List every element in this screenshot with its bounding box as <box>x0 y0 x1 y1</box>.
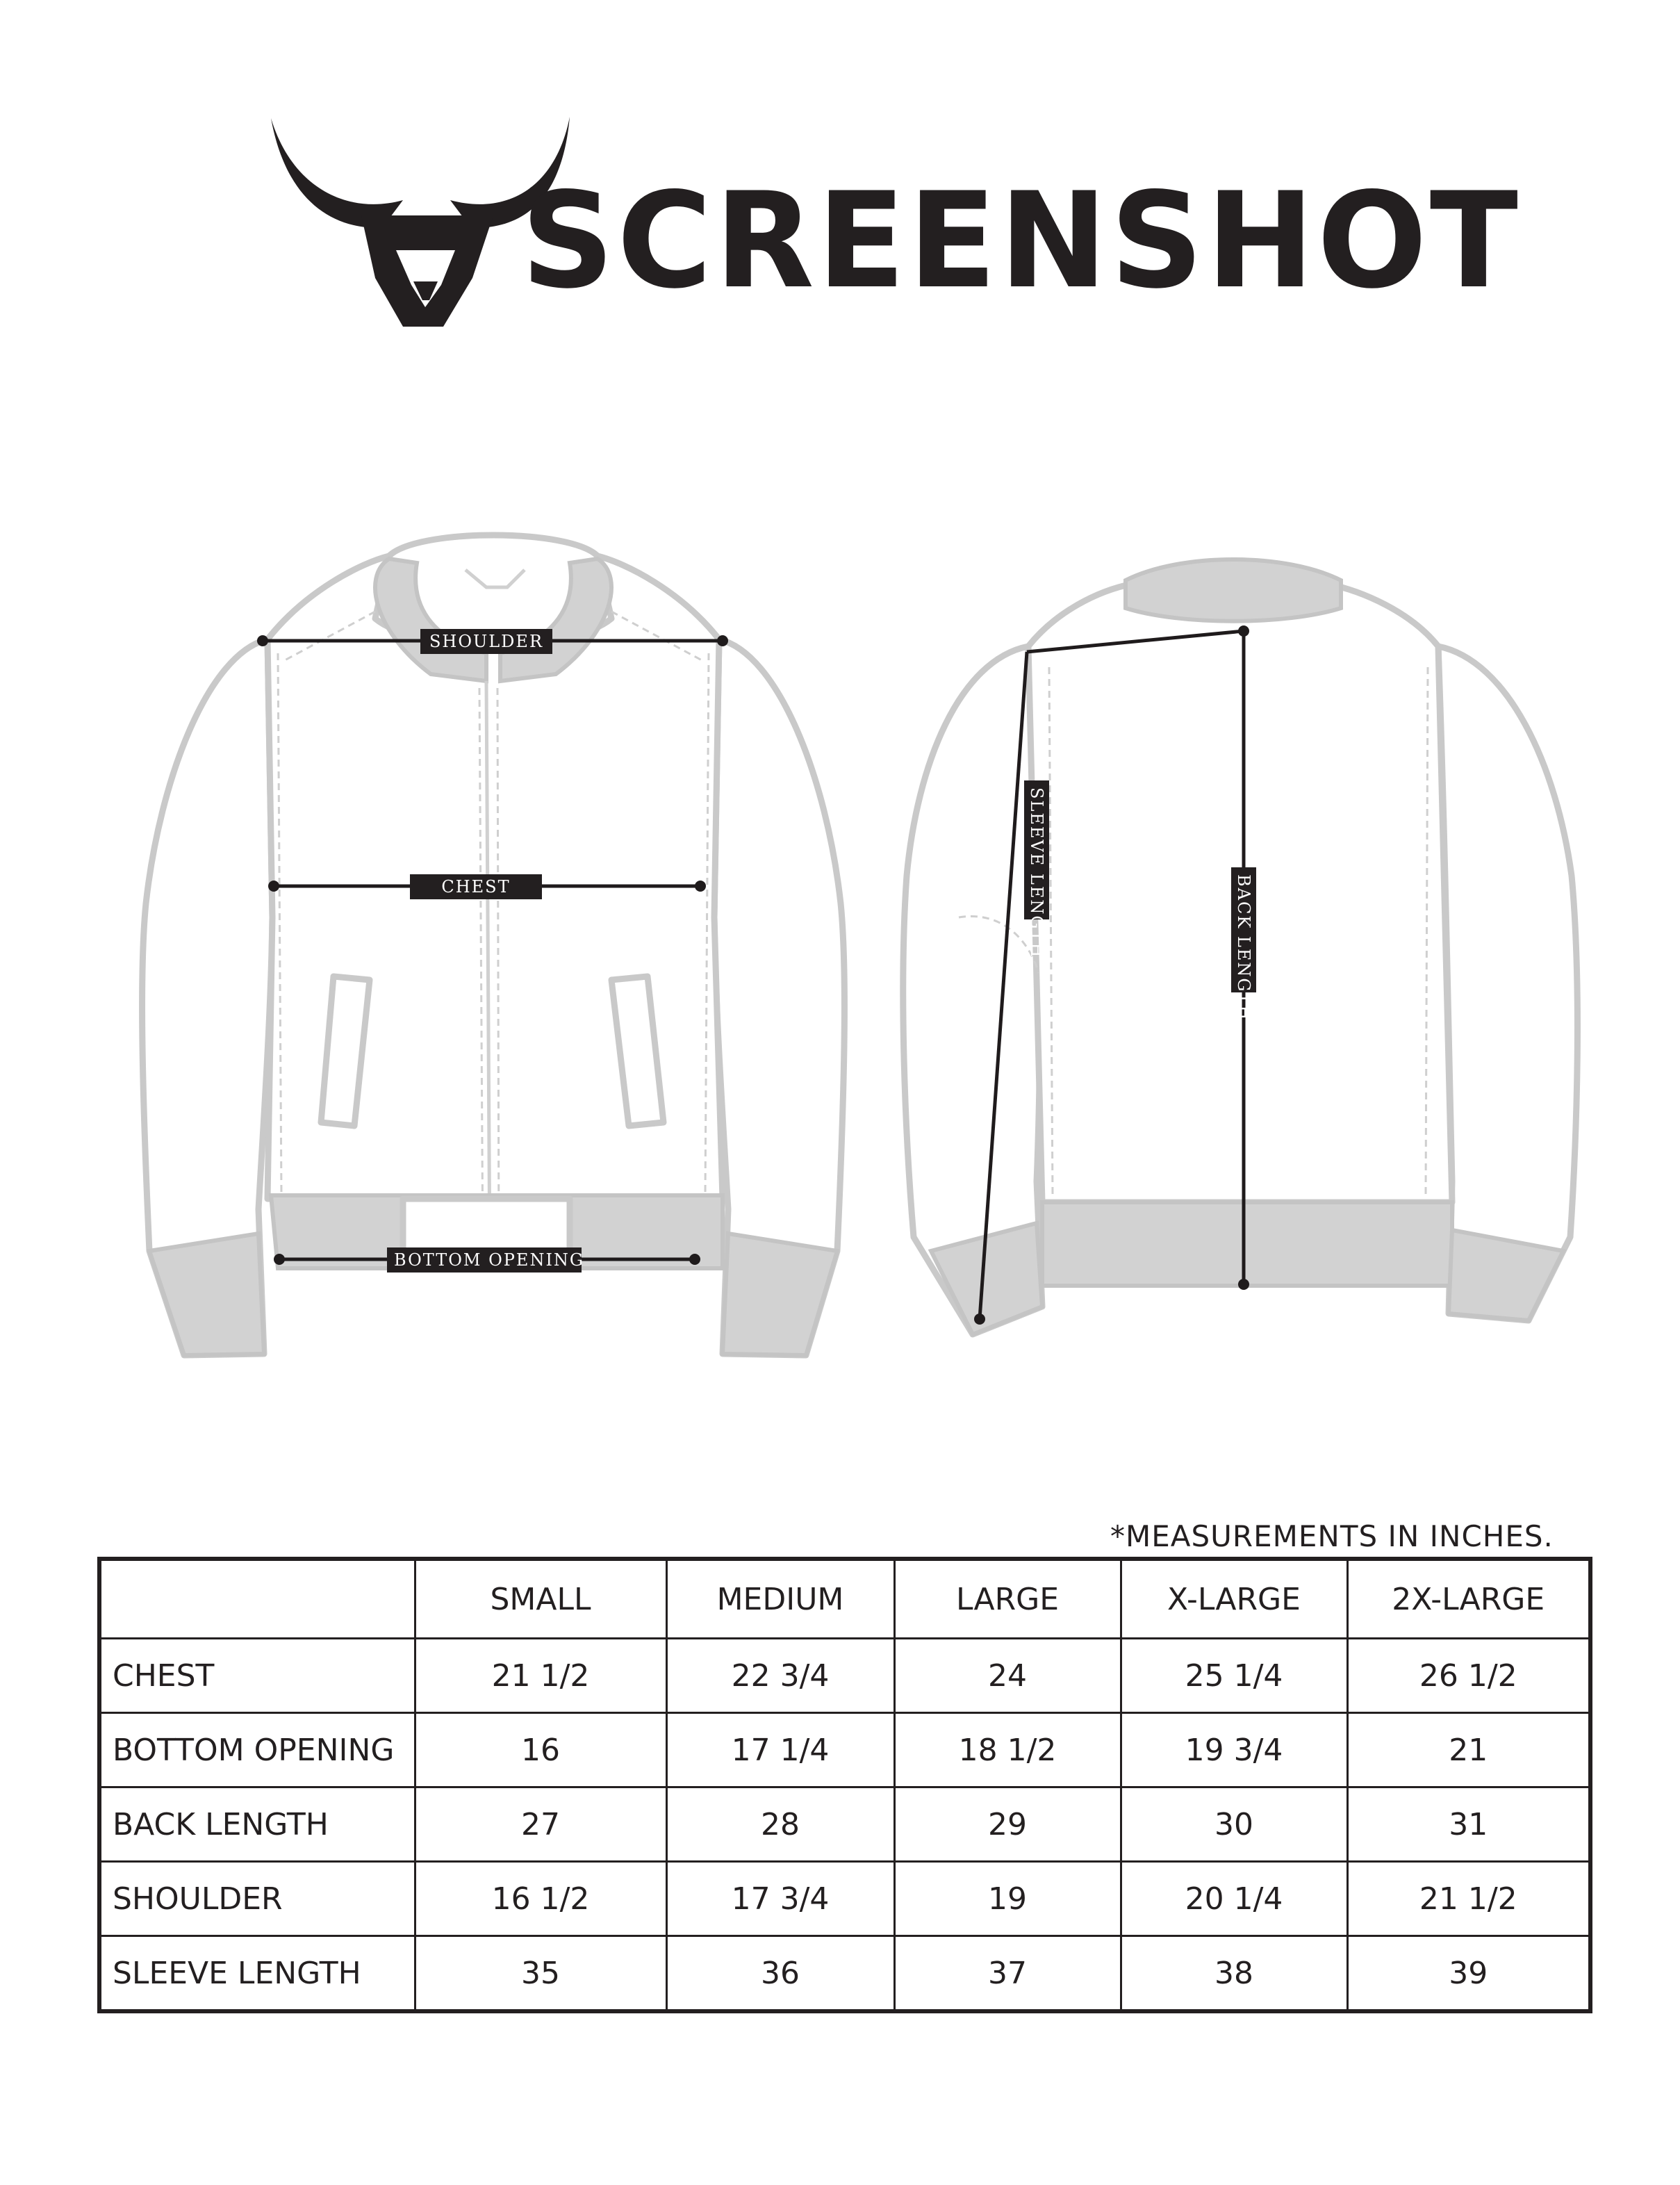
table-cell: 16 1/2 <box>415 1862 666 1936</box>
header-medium: MEDIUM <box>666 1559 894 1639</box>
bottom-opening-tag: BOTTOM OPENING <box>387 1247 582 1272</box>
sleeve-length-tag: SLEEVE LENGTH <box>1024 780 1049 919</box>
table-cell: 19 3/4 <box>1121 1713 1347 1787</box>
shoulder-tag: SHOULDER <box>420 629 552 654</box>
header-small: SMALL <box>415 1559 666 1639</box>
row-label: SHOULDER <box>99 1862 415 1936</box>
measurement-note: *MEASUREMENTS IN INCHES. <box>1110 1519 1554 1553</box>
table-cell: 21 1/2 <box>1347 1862 1590 1936</box>
table-row <box>99 1862 1590 1936</box>
row-label: SLEEVE LENGTH <box>99 1936 415 2012</box>
table-cell: 31 <box>1347 1787 1590 1862</box>
table-cell: 20 1/4 <box>1121 1862 1347 1936</box>
table-cell: 19 <box>894 1862 1121 1936</box>
table-cell: 21 1/2 <box>415 1639 666 1713</box>
row-label: BACK LENGTH <box>99 1787 415 1862</box>
header-corner <box>99 1559 415 1639</box>
table-cell: 37 <box>894 1936 1121 2012</box>
brand-wordmark: SCREENSHOT <box>521 164 1521 318</box>
jacket-drawings <box>0 486 1680 1362</box>
back-length-tag: BACK LENGTH <box>1231 867 1256 992</box>
size-header-row <box>99 1559 1590 1639</box>
header-x-large: X-LARGE <box>1121 1559 1347 1639</box>
table-cell: 16 <box>415 1713 666 1787</box>
table-cell: 36 <box>666 1936 894 2012</box>
table-cell: 28 <box>666 1787 894 1862</box>
table-cell: 21 <box>1347 1713 1590 1787</box>
chest-tag: CHEST <box>410 874 542 899</box>
table-row <box>99 1787 1590 1862</box>
table-cell: 38 <box>1121 1936 1347 2012</box>
table-row <box>99 1713 1590 1787</box>
table-cell: 17 1/4 <box>666 1713 894 1787</box>
row-label: BOTTOM OPENING <box>99 1713 415 1787</box>
table-cell: 30 <box>1121 1787 1347 1862</box>
table-cell: 25 1/4 <box>1121 1639 1347 1713</box>
table-row <box>99 1936 1590 2012</box>
brand-header <box>264 111 1521 334</box>
table-cell: 39 <box>1347 1936 1590 2012</box>
table-cell: 26 1/2 <box>1347 1639 1590 1713</box>
table-cell: 35 <box>415 1936 666 2012</box>
table-cell: 29 <box>894 1787 1121 1862</box>
table-row <box>99 1639 1590 1713</box>
header-2x-large: 2X-LARGE <box>1347 1559 1590 1639</box>
table-cell: 18 1/2 <box>894 1713 1121 1787</box>
row-label: CHEST <box>99 1639 415 1713</box>
size-chart-table <box>97 1557 1592 2013</box>
table-cell: 22 3/4 <box>666 1639 894 1713</box>
table-cell: 24 <box>894 1639 1121 1713</box>
table-cell: 27 <box>415 1787 666 1862</box>
jacket-front <box>142 535 845 1355</box>
table-cell: 17 3/4 <box>666 1862 894 1936</box>
header-large: LARGE <box>894 1559 1121 1639</box>
jacket-illustration <box>0 486 1680 1362</box>
